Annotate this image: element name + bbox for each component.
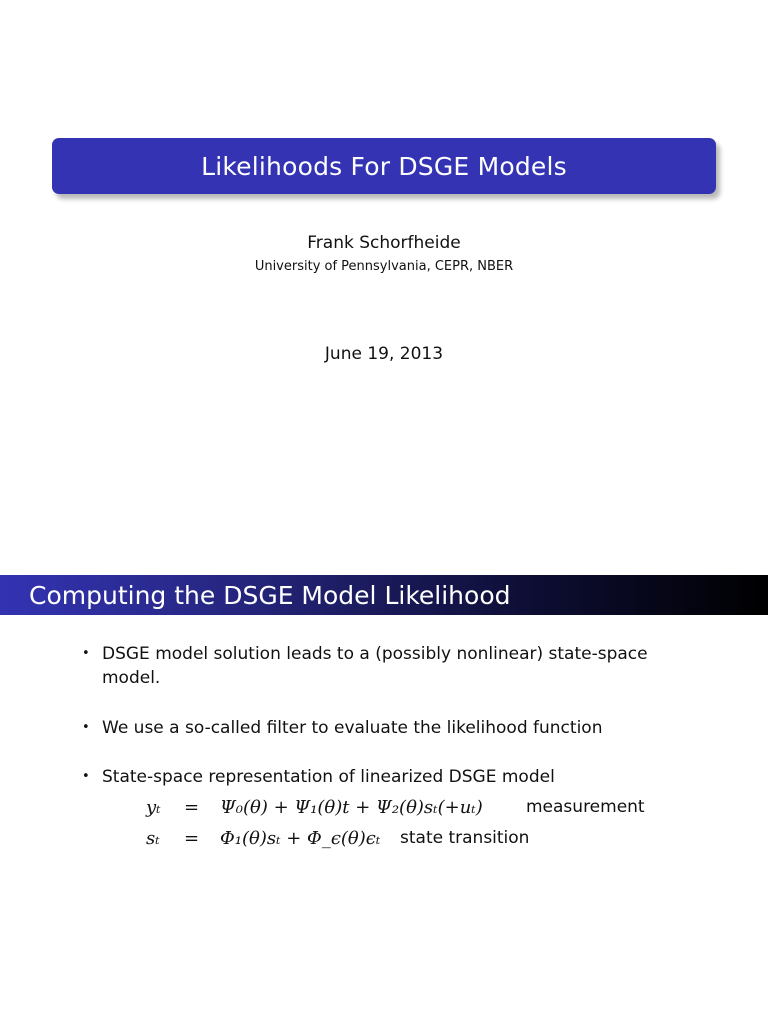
equation-label: state transition — [400, 828, 530, 848]
equation-rhs: Φ₁(θ)sₜ + Φ_ϵ(θ)ϵₜ — [220, 828, 381, 849]
bullet-text: DSGE model solution leads to a (possibly nonlinear) state-space model. — [102, 644, 648, 688]
bullet-icon: • — [82, 720, 90, 735]
equation-rhs: Ψ₀(θ) + Ψ₁(θ)t + Ψ₂(θ)sₜ(+uₜ) — [220, 797, 483, 818]
list-item — [82, 716, 682, 740]
equation-lhs: sₜ — [146, 828, 160, 849]
equation-label: measurement — [526, 797, 645, 817]
frame-title-bar — [0, 575, 768, 615]
content-slide — [0, 512, 768, 1024]
author-name: Frank Schorfheide — [307, 233, 461, 253]
state-transition-equation — [0, 828, 768, 856]
bullet-text: We use a so-called filter to evaluate the likelihood function — [102, 718, 603, 738]
list-item — [82, 765, 682, 789]
bullet-icon: • — [82, 769, 90, 784]
measurement-equation — [0, 797, 768, 825]
equation-relation: = — [184, 828, 200, 849]
author-institute: University of Pennsylvania, CEPR, NBER — [254, 259, 514, 274]
equation-relation: = — [184, 797, 200, 818]
bullet-icon: • — [82, 646, 90, 661]
list-item — [82, 642, 682, 690]
equation-lhs: yₜ — [146, 797, 161, 818]
bullet-text: State-space representation of linearized DSGE model — [102, 767, 555, 787]
frame-title: Computing the DSGE Model Likelihood — [29, 580, 511, 610]
title-box — [52, 138, 716, 194]
presentation-title: Likelihoods For DSGE Models — [201, 151, 567, 181]
presentation-date: June 19, 2013 — [324, 344, 444, 364]
